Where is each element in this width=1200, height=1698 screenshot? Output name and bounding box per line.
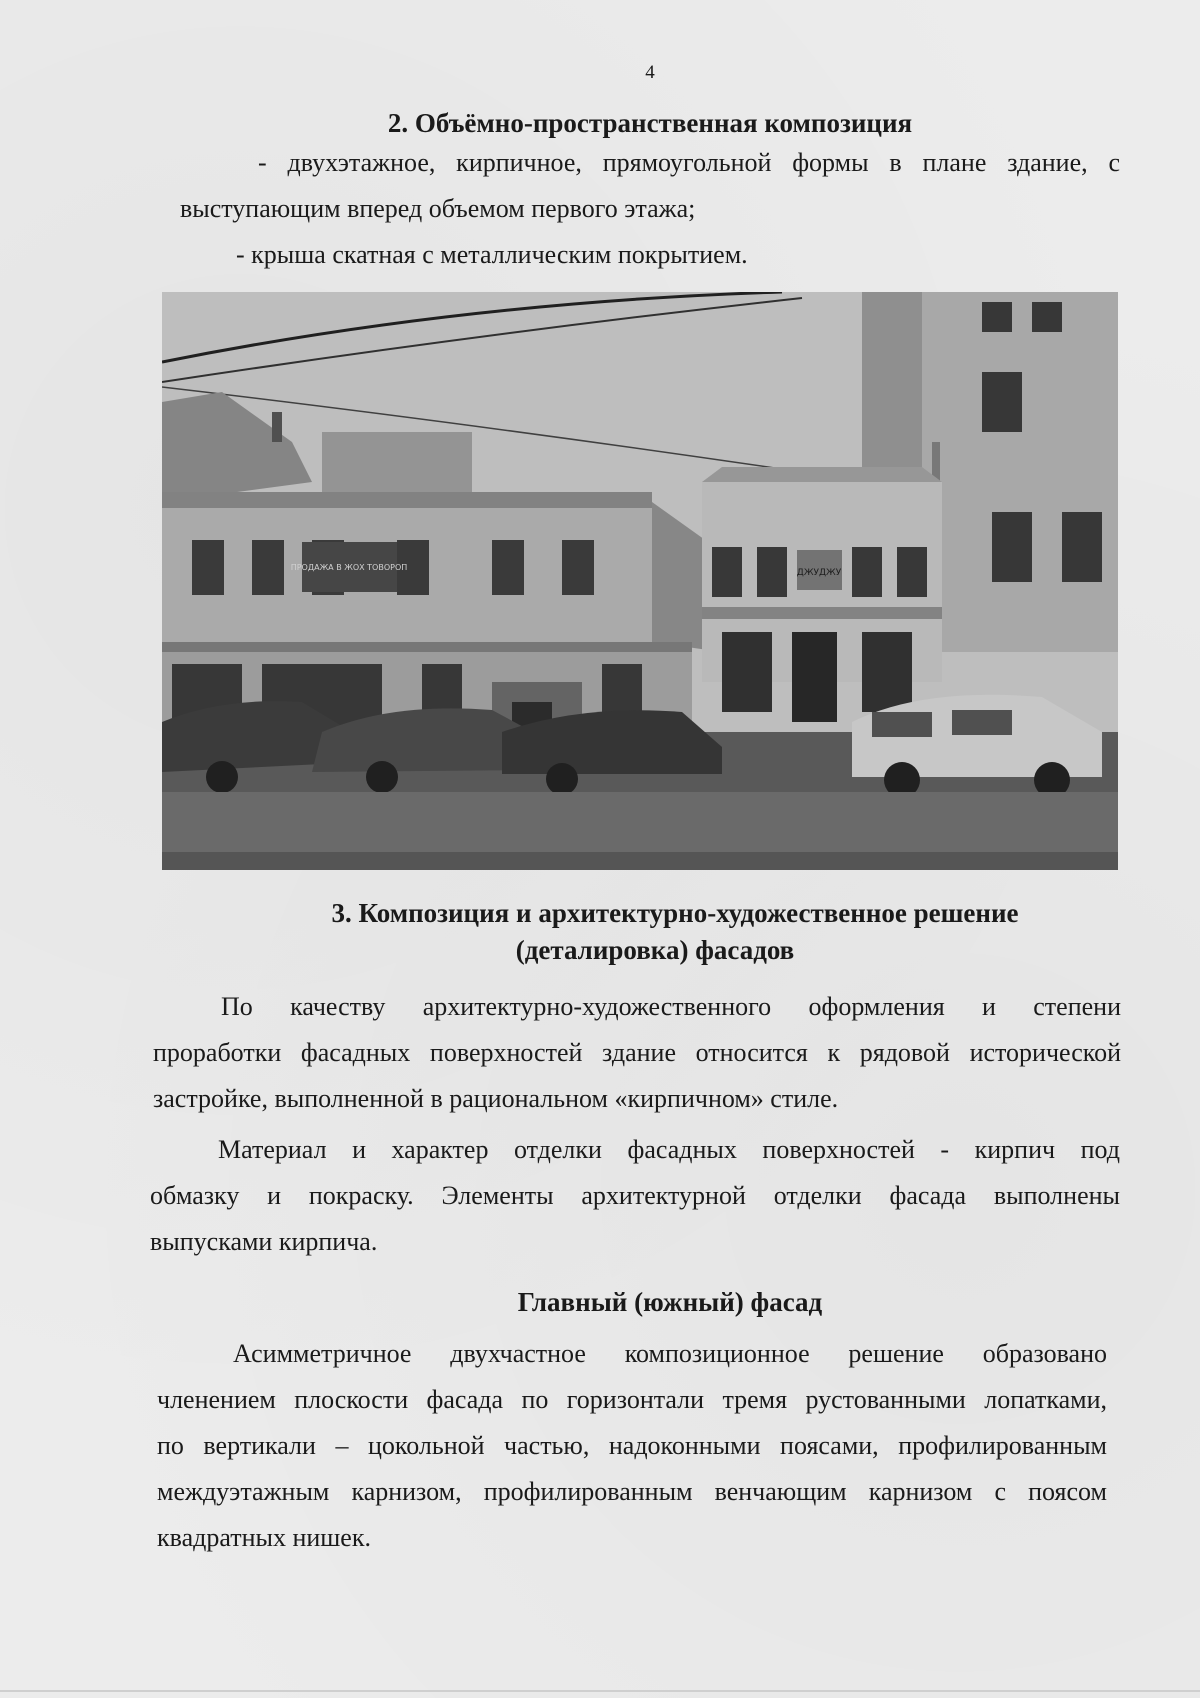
section-2-item-2: - крыша скатная с металлическим покрытием. [236,240,748,269]
photo-sign-left: ПРОДАЖА В ЖОХ ТОВОРОП [290,563,408,572]
section-3-p1-line-1: По качеству архитектурно-художественного оформления и степени [221,992,1121,1021]
building-photo [162,292,1118,870]
section-3-p1-line-3: застройке, выполненной в рациональном «кирпичном» стиле. [153,1084,839,1113]
facade-line-1: Асимметричное двухчастное композиционное решение образовано [233,1339,1107,1368]
scan-edge-line [0,1690,1200,1692]
facade-paragraph [157,1331,1107,1561]
facade-heading: Главный (южный) фасад [517,1287,823,1317]
section-3-paragraph-1 [153,984,1121,1122]
section-2-item-1-line-2: выступающим вперед объемом первого этажа; [180,194,696,223]
section-3-p2-line-1: Материал и характер отделки фасадных поверхностей - кирпич под [218,1135,1120,1164]
page-number: 4 [645,62,655,83]
photo-sign-right: ДЖУДЖУ [796,568,842,578]
section-2-heading: 2. Объёмно-пространственная композиция [387,108,913,138]
facade-line-3: по вертикали – цокольной частью, надоконными поясами, профилированным [157,1431,1107,1460]
facade-line-5: квадратных нишек. [157,1523,371,1552]
facade-line-2: членением плоскости фасада по горизонтали тремя рустованными лопатками, [157,1385,1107,1414]
section-3-paragraph-2 [150,1127,1120,1265]
building-photo-drawing [162,292,1118,870]
section-3-heading-line-2: (деталировка) фасадов [515,935,795,965]
section-3-p1-line-2: проработки фасадных поверхностей здание относится к рядовой исторической [153,1038,1121,1067]
section-3-p2-line-3: выпусками кирпича. [150,1227,378,1256]
section-2-item-1-line-1: - двухэтажное, кирпичное, прямоугольной формы в плане здание, с [258,148,1120,177]
facade-line-4: междуэтажным карнизом, профилированным венчающим карнизом с поясом [157,1477,1107,1506]
section-3-p2-line-2: обмазку и покраску. Элементы архитектурной отделки фасада выполнены [150,1181,1120,1210]
section-2-list [180,140,1120,278]
section-3-heading-line-1: 3. Композиция и архитектурно-художественное решение [331,898,1019,928]
